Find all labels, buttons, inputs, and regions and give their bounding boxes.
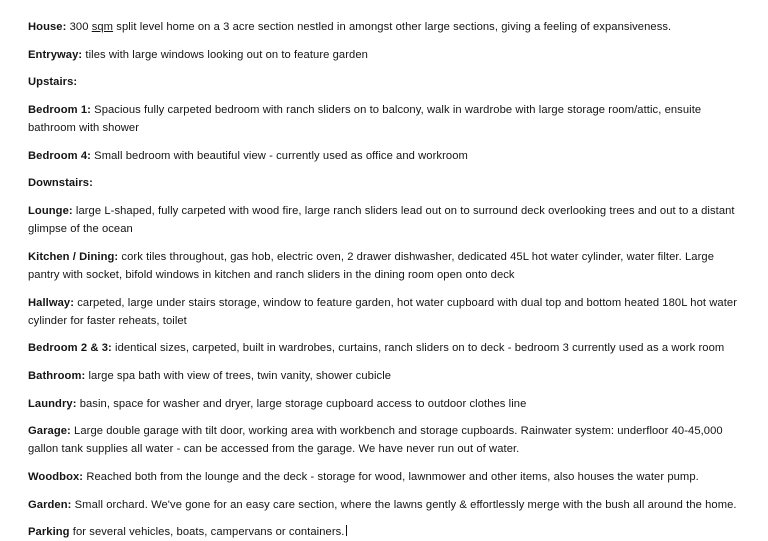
paragraph-label: Laundry: xyxy=(28,397,77,410)
section-heading-downstairs: Downstairs: xyxy=(28,177,93,190)
paragraph-kitchen-dining xyxy=(28,248,742,284)
paragraph-text: large L-shaped, fully carpeted with wood fire, large ranch sliders lead out on to surround deck overlooking trees and out to a distant glimpse of the ocean xyxy=(28,204,735,236)
paragraph-text: split level home on a 3 acre section nestled in amongst other large sections, giving a feeling of expansiveness. xyxy=(113,21,672,33)
paragraph-lounge xyxy=(28,202,742,238)
paragraph-bedroom-2-3 xyxy=(28,339,742,357)
paragraph-bedroom-4 xyxy=(28,147,742,165)
section-heading-upstairs: Upstairs: xyxy=(28,76,78,89)
paragraph-text: identical sizes, carpeted, built in wardrobes, curtains, ranch sliders on to deck - bedroom 3 currently used as a work room xyxy=(111,342,725,355)
paragraph-garage xyxy=(28,422,742,458)
paragraph-text: Reached both from the lounge and the deck - storage for wood, lawnmower and other items, also houses the water pump. xyxy=(83,471,699,484)
paragraph-text: Spacious fully carpeted bedroom with ranch sliders on to balcony, walk in wardrobe with large storage room/attic, ensuite bathroom with shower xyxy=(28,103,702,135)
paragraph-garden xyxy=(28,496,742,514)
paragraph-label: House: xyxy=(28,21,67,33)
paragraph-text: for several vehicles, boats, campervans or containers. xyxy=(69,526,345,539)
paragraph-text-pre: 300 xyxy=(66,21,92,33)
paragraph-hallway xyxy=(28,294,742,330)
paragraph-text: basin, space for washer and dryer, large storage cupboard access to outdoor clothes line xyxy=(76,397,527,410)
paragraph-label: Woodbox: xyxy=(28,471,84,484)
paragraph-upstairs xyxy=(28,73,742,91)
underlined-term-sqm: sqm xyxy=(91,21,114,33)
paragraph-text: Small orchard. We've gone for an easy care section, where the lawns gently & effortlessly merge with the bush all around the home. xyxy=(71,498,737,511)
paragraph-woodbox xyxy=(28,468,742,486)
paragraph-label: Bedroom 2 & 3: xyxy=(28,342,112,355)
paragraph-downstairs xyxy=(28,174,742,192)
text-cursor xyxy=(346,525,347,536)
paragraph-label: Garage: xyxy=(28,425,71,438)
paragraph-label: Bathroom: xyxy=(28,369,86,382)
paragraph-text: tiles with large windows looking out on to feature garden xyxy=(82,48,368,61)
paragraph-text: large spa bath with view of trees, twin vanity, shower cubicle xyxy=(85,369,392,382)
paragraph-label: Kitchen / Dining: xyxy=(28,250,119,263)
paragraph-bedroom-1 xyxy=(28,101,742,137)
paragraph-label: Bedroom 1: xyxy=(28,103,91,116)
paragraph-label: Hallway: xyxy=(28,296,75,309)
paragraph-label: Lounge: xyxy=(28,204,73,217)
paragraph-text: cork tiles throughout, gas hob, electric oven, 2 drawer dishwasher, dedicated 45L hot water cylinder, water filter. Large pantry with socket, bifold windows in kitchen and ranch sliders in the dining room open onto deck xyxy=(28,250,715,281)
paragraph-label: Garden: xyxy=(28,498,72,511)
paragraph-text: Large double garage with tilt door, working area with workbench and storage cupboards. Rainwater system: underfloor 40-45,000 gallon tank supplies all water - can be accessed from the garage. We have never run out of water. xyxy=(28,425,723,456)
paragraph-bathroom xyxy=(28,367,742,385)
paragraph-label: Parking xyxy=(28,526,70,539)
paragraph-text: Small bedroom with beautiful view - currently used as office and workroom xyxy=(90,149,468,162)
paragraph-text: carpeted, large under stairs storage, window to feature garden, hot water cupboard with dual top and bottom heated 180L hot water cylinder for faster reheats, toilet xyxy=(28,296,738,327)
paragraph-house xyxy=(28,18,742,36)
paragraph-parking xyxy=(28,523,742,541)
paragraph-laundry xyxy=(28,395,742,413)
paragraph-label: Bedroom 4: xyxy=(28,149,91,162)
paragraph-label: Entryway: xyxy=(28,48,83,61)
paragraph-entryway xyxy=(28,46,742,64)
